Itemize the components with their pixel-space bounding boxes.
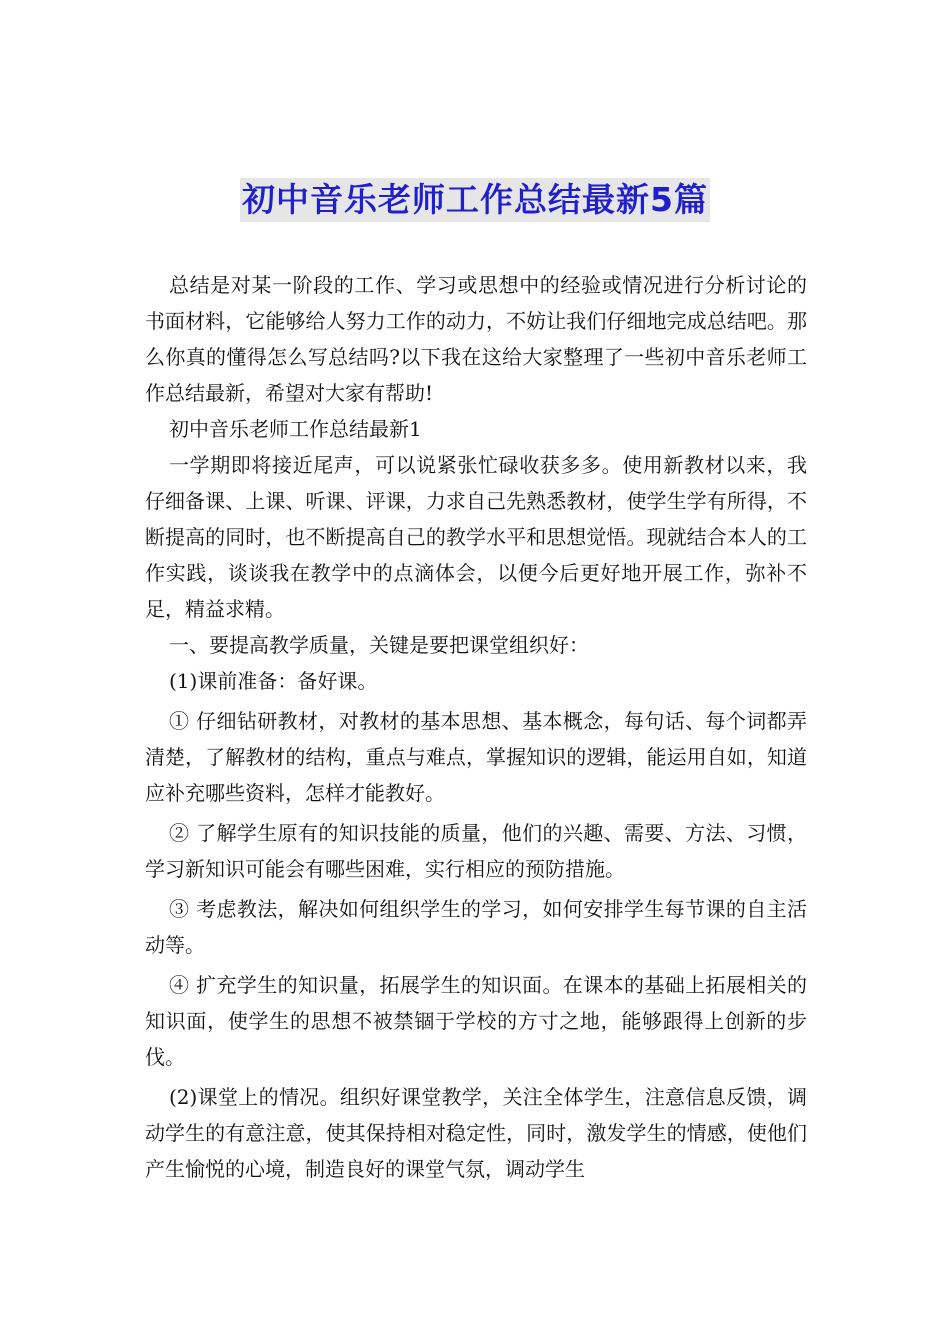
body-paragraph: (2)课堂上的情况。组织好课堂教学，关注全体学生，注意信息反馈，调动学生的有意注意，使其保持相对稳定性，同时，激发学生的情感，使他们产生愉悦的心境，制造良好的课堂气氛，调动学生 [145,1085,807,1181]
title-container [0,178,950,222]
body-paragraph: 一学期即将接近尾声，可以说紧张忙碌收获多多。使用新教材以来，我仔细备课、上课、听课、评课，力求自己先熟悉教材，使学生学有所得，不断提高的同时，也不断提高自己的教学水平和思想觉悟。现就结合本人的工作实践，谈谈我在教学中的点滴体会，以便今后更好地开展工作，弥补不足，精益求精。 [145,453,807,621]
list-item: ① 仔细钻研教材，对教材的基本思想、基本概念，每句话、每个词都弄清楚，了解教材的结构，重点与难点，掌握知识的逻辑，能运用自如，知道应补充哪些资料，怎样才能教好。 [145,709,807,805]
document-title: 初中音乐老师工作总结最新5篇 [240,178,710,222]
intro-paragraph: 总结是对某一阶段的工作、学习或思想中的经验或情况进行分析讨论的书面材料，它能够给人努力工作的动力，不妨让我们仔细地完成总结吧。那么你真的懂得怎么写总结吗?以下我在这给大家整理了一些初中音乐老师工作总结最新，希望对大家有帮助! [145,273,807,405]
list-item: ③ 考虑教法，解决如何组织学生的学习，如何安排学生每节课的自主活动等。 [145,897,807,957]
list-item: ② 了解学生原有的知识技能的质量，他们的兴趣、需要、方法、习惯，学习新知识可能会有哪些困难，实行相应的预防措施。 [145,821,807,881]
document-body [145,267,807,1187]
list-heading: (1)课前准备：备好课。 [169,669,378,693]
subsection-heading: 一、要提高教学质量，关键是要把课堂组织好： [169,633,589,657]
section-heading: 初中音乐老师工作总结最新1 [169,417,422,441]
list-item: ④ 扩充学生的知识量，拓展学生的知识面。在课本的基础上拓展相关的知识面，使学生的思想不被禁锢于学校的方寸之地，能够跟得上创新的步伐。 [145,973,807,1069]
